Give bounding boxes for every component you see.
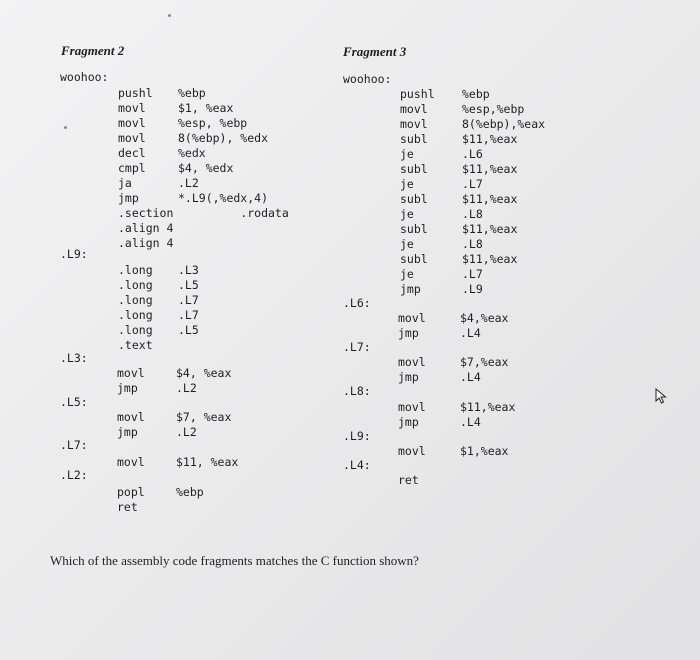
code-token: *.L9(,%edx,4) [178, 191, 269, 205]
f3-l8-operands [460, 400, 515, 430]
code-token: .L5 [178, 323, 199, 337]
f3-l7-label: .L7: [343, 340, 371, 354]
code-token: subl [400, 222, 428, 236]
code-token: .long [118, 293, 153, 307]
code-token: .text [118, 338, 153, 352]
code-token: $11,%eax [462, 162, 518, 176]
code-token: $7,%eax [460, 355, 509, 369]
code-token: popl [117, 485, 145, 499]
code-token: subl [400, 162, 428, 176]
f3-main-mnemonics [400, 87, 435, 297]
code-token: .L8 [462, 237, 483, 251]
f2-l3-operands [176, 366, 231, 396]
code-token: %esp, %ebp [178, 116, 248, 130]
code-token: subl [400, 252, 428, 266]
fragment-2-title: Fragment 2 [61, 43, 125, 58]
code-token: $1, %eax [178, 101, 234, 115]
code-token: %ebp [178, 86, 206, 100]
code-token: .L7 [178, 293, 199, 307]
code-token: %ebp [176, 485, 204, 499]
code-token: .L5 [178, 278, 199, 292]
code-token: movl [398, 355, 426, 369]
code-token: .L4 [460, 326, 481, 340]
code-token: $11, %eax [176, 455, 239, 469]
f2-l7-mnemonics [117, 455, 145, 470]
fragment-2-func-label: woohoo: [60, 70, 109, 84]
code-token: pushl [118, 86, 153, 100]
code-token: je [400, 177, 414, 191]
f3-l4-label: .L4: [343, 458, 371, 472]
f2-table-operands [178, 263, 199, 353]
code-token: .L7 [178, 308, 199, 322]
code-token: jmp [117, 425, 138, 439]
f2-l9-label: .L9: [60, 247, 88, 261]
f2-l7-operands [176, 455, 238, 470]
f2-l2-mnemonics [117, 485, 145, 515]
code-token: pushl [400, 87, 435, 101]
code-token: $11,%eax [462, 132, 518, 146]
code-token: .L6 [462, 147, 483, 161]
f3-l7-mnemonics [398, 355, 426, 385]
code-token: movl [400, 117, 428, 131]
code-token: jmp [400, 282, 421, 296]
code-token: ja [118, 176, 132, 190]
code-token: movl [117, 366, 145, 380]
code-token: .L8 [462, 207, 483, 221]
code-token: .L2 [176, 381, 197, 395]
code-token: .L7 [462, 267, 483, 281]
f3-l8-mnemonics [398, 400, 426, 430]
code-token: cmpl [118, 161, 146, 175]
code-token: .section [118, 206, 174, 220]
code-token: movl [398, 311, 426, 325]
code-token [176, 500, 204, 515]
code-token: subl [400, 192, 428, 206]
question-text: Which of the assembly code fragments matches the C function shown? [50, 553, 419, 568]
code-token: %esp,%ebp [462, 102, 525, 116]
fragment-3-title: Fragment 3 [343, 44, 407, 59]
f2-l7-label: .L7: [60, 438, 88, 452]
code-token: %edx [178, 146, 206, 160]
f2-l3-label: .L3: [60, 351, 88, 365]
code-token: .L4 [460, 370, 481, 384]
code-token: 8(%ebp), %edx [178, 131, 269, 145]
code-token: .rodata [178, 206, 289, 220]
speck-mark [168, 14, 171, 17]
f3-l7-operands [460, 355, 508, 385]
f2-l5-mnemonics [117, 410, 145, 440]
f3-l9-operands [460, 444, 508, 459]
code-token: je [400, 237, 414, 251]
code-token: $11,%eax [460, 400, 516, 414]
code-token: $11,%eax [462, 252, 518, 266]
f2-l2-label: .L2: [60, 468, 88, 482]
code-token: .L2 [178, 176, 199, 190]
code-token: jmp [117, 381, 138, 395]
code-token: $11,%eax [462, 192, 518, 206]
code-token: movl [118, 131, 146, 145]
code-token: .align 4 [118, 221, 174, 235]
code-token: $1,%eax [460, 444, 509, 458]
code-token: .align 4 [118, 236, 174, 250]
code-token: movl [118, 101, 146, 115]
f3-l8-label: .L8: [343, 384, 371, 398]
mouse-pointer-icon [655, 388, 667, 404]
speck-mark [64, 126, 67, 129]
code-token: .long [118, 278, 153, 292]
f2-l5-label: .L5: [60, 395, 88, 409]
f3-l6-label: .L6: [343, 296, 371, 310]
code-token: $4, %edx [178, 161, 234, 175]
code-token: jmp [118, 191, 139, 205]
f2-main-mnemonics [118, 86, 173, 251]
f2-table-mnemonics [118, 263, 153, 353]
code-token: je [400, 207, 414, 221]
code-token: ret [398, 473, 419, 487]
code-token: movl [117, 410, 145, 424]
code-token: .L9 [462, 282, 483, 296]
f3-l9-label: .L9: [343, 429, 371, 443]
f3-l9-mnemonics [398, 444, 426, 459]
code-token: jmp [398, 370, 419, 384]
fragment-3-func-label: woohoo: [343, 72, 392, 86]
code-token: $4,%eax [460, 311, 509, 325]
f2-main-operands [178, 86, 289, 251]
f2-l3-mnemonics [117, 366, 145, 396]
code-token: subl [400, 132, 428, 146]
code-token: .L7 [462, 177, 483, 191]
f3-l4-mnemonics [398, 473, 419, 488]
f3-l6-mnemonics [398, 311, 426, 341]
f2-l5-operands [176, 410, 231, 440]
code-token: movl [398, 400, 426, 414]
code-token: ret [117, 500, 138, 514]
code-token: $7, %eax [176, 410, 232, 424]
code-token: %ebp [462, 87, 490, 101]
f2-l2-operands [176, 485, 204, 515]
code-token: movl [398, 444, 426, 458]
code-token: jmp [398, 326, 419, 340]
code-token [178, 338, 199, 353]
code-token: .long [118, 263, 153, 277]
code-token [178, 236, 289, 251]
code-token: .L3 [178, 263, 199, 277]
code-token: .L2 [176, 425, 197, 439]
code-token: .long [118, 308, 153, 322]
f3-main-operands [462, 87, 545, 297]
code-token: .long [118, 323, 153, 337]
f3-l6-operands [460, 311, 508, 341]
code-token: je [400, 147, 414, 161]
code-token: decl [118, 146, 146, 160]
code-token: $4, %eax [176, 366, 232, 380]
code-token [178, 221, 289, 236]
code-token: .L4 [460, 415, 481, 429]
code-token: movl [118, 116, 146, 130]
code-token: movl [117, 455, 145, 469]
code-token: movl [400, 102, 428, 116]
code-token: 8(%ebp),%eax [462, 117, 546, 131]
code-token: je [400, 267, 414, 281]
code-token: jmp [398, 415, 419, 429]
code-token: $11,%eax [462, 222, 518, 236]
